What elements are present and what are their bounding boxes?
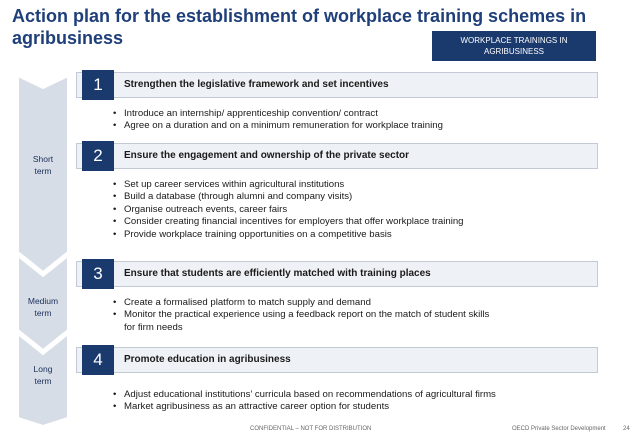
list-item: • Agree on a duration and on a minimum remuneration for workplace training [113, 120, 443, 132]
timeline-label-short-line2: term [34, 166, 52, 176]
action-bullets-1 [113, 108, 443, 133]
action-bullet-continuation-3: for firm needs [124, 322, 183, 333]
title-line-1: Action plan for the establishment of workplace training schemes in [12, 6, 587, 26]
action-bullets-4 [113, 389, 496, 414]
title-line-2: agribusiness [12, 28, 124, 48]
timeline [18, 76, 68, 426]
section-tag [432, 31, 596, 61]
list-item: • Create a formalised platform to match supply and demand [113, 297, 489, 309]
action-title-4: Promote education in agribusiness [124, 354, 291, 365]
list-item: • Build a database (through alumni and company visits) [113, 191, 464, 203]
footer-source: OECD Private Sector Development [512, 426, 606, 432]
timeline-label-medium-line2: term [34, 308, 52, 318]
list-item: • Monitor the practical experience using a feedback report on the match of student skills [113, 309, 489, 321]
timeline-label-medium-line1: Medium [27, 296, 59, 306]
action-title-2: Ensure the engagement and ownership of the private sector [124, 150, 410, 161]
action-title-1: Strengthen the legislative framework and set incentives [124, 79, 389, 90]
action-number-3: 3 [82, 259, 114, 289]
list-item: • Provide workplace training opportunities on a competitive basis [113, 229, 464, 241]
action-number-1: 1 [82, 70, 114, 100]
list-item: • Adjust educational institutions’ curricula based on recommendations of agricultural firms [113, 389, 496, 401]
list-item: • Consider creating financial incentives for employers that offer workplace training [113, 216, 464, 228]
timeline-label-long-line1: Long [33, 364, 53, 374]
footer-page-number: 24 [623, 426, 630, 432]
list-item: • Organise outreach events, career fairs [113, 204, 464, 216]
section-tag-line-2: AGRIBUSINESS [483, 47, 544, 56]
timeline-label-long-line2: term [34, 376, 52, 386]
list-item: • Set up career services within agricultural institutions [113, 179, 464, 191]
action-number-2: 2 [82, 141, 114, 171]
timeline-label-short-line1: Short [32, 154, 54, 164]
section-tag-line-1: WORKPLACE TRAININGS IN [460, 36, 568, 45]
action-number-4: 4 [82, 345, 114, 375]
timeline-label-medium [18, 295, 68, 319]
list-item: • Market agribusiness as an attractive career option for students [113, 401, 496, 413]
list-item: • Introduce an internship/ apprenticeship convention/ contract [113, 108, 443, 120]
action-bullets-2 [113, 179, 464, 241]
action-title-3: Ensure that students are efficiently matched with training places [124, 268, 431, 279]
timeline-label-long [18, 363, 68, 387]
footer-confidential: CONFIDENTIAL – NOT FOR DISTRIBUTION [250, 426, 372, 432]
timeline-label-short [18, 153, 68, 177]
action-bullets-3 [113, 297, 489, 322]
